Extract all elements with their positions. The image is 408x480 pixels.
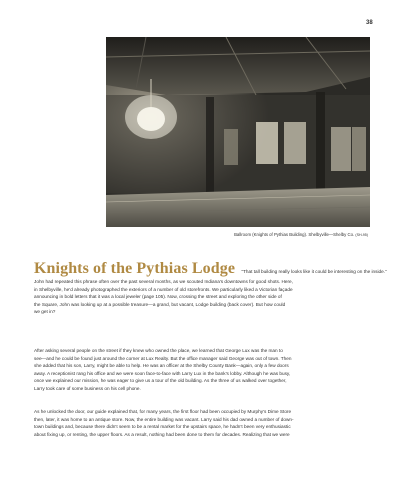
paragraph-1 — [34, 278, 370, 316]
page-number: 38 — [366, 20, 373, 26]
text-line: about fixing up, or renting, the upper floors. As a result, nothing had been done to them for decades. Realizing that we were — [34, 431, 290, 437]
text-line: As he unlocked the door, our guide explained that, for many years, the first floor had been occupied by Murphy’s Dime Store — [34, 409, 292, 414]
text-line: away. A receptionist rang his office and we were soon face-to-face with Larry Lux in the bank’s lobby. Although he was busy, — [34, 370, 291, 376]
text-line: the Square, John was looking up at a possible treasure—a grand, but vacant, Lodge building (back cover). But how could — [34, 301, 286, 307]
text-line: she added that his son, Larry, might be able to help. He was an officer at the Shelby County Bank—again, only a few doors — [34, 363, 289, 369]
section-heading: Knights of the Pythias Lodge — [34, 260, 236, 277]
text-line: in Shelbyville, he’d already photographed the exteriors of a number of old storefronts. We particularly liked a Victorian façade — [34, 286, 293, 292]
text-line: announcing in bold letters that it was a local jeweler (page 105). Now, crossing the street and exploring the other side of — [34, 294, 282, 300]
section-heading-row — [34, 260, 387, 279]
text-line: After asking several people on the street if they knew who owned the place, we learned that George Lux was the man to — [34, 348, 283, 353]
ballroom-photo — [106, 37, 370, 227]
photo-caption — [106, 232, 368, 237]
caption-code: (SH-95) — [355, 233, 368, 237]
text-line: we get in? — [34, 309, 56, 315]
text-line: once we explained our mission, he was eager to give us a tour of the old building. As the three of us walked over together, — [34, 378, 287, 384]
text-line: then, later, it was home to an antique store. Now, the entire building was vacant. Larry said his dad owned a number of down- — [34, 416, 294, 422]
text-line: town buildings and, because there didn’t seem to be a rental market for the upstairs space, he hadn’t been very enthusiastic — [34, 424, 291, 430]
text-line: John had repeated this phrase often over the past several months, as we scouted Indiana’s downtowns for good shots. Here, — [34, 279, 293, 284]
lead-quote: “That tall building really looks like it could be interesting on the inside.” — [241, 269, 387, 274]
text-line: Larry took care of some business on his cell phone. — [34, 385, 141, 391]
caption-text: Ballroom (Knights of Pythias Building). Shelbyville—Shelby Co. — [234, 232, 355, 237]
paragraph-3 — [34, 408, 370, 438]
text-line: see—and he could be found just around the corner at Lux Realty. But the office manager said George was out of town. Then — [34, 355, 292, 361]
paragraph-2 — [34, 347, 370, 393]
